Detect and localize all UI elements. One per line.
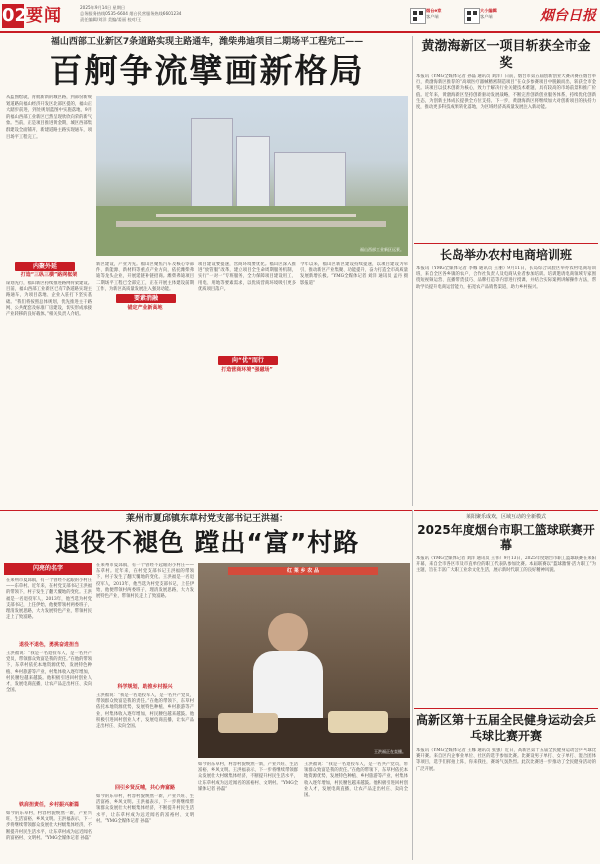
bottom-sub-3: 科学规划，助推乡村振兴: [117, 684, 173, 690]
bottom-text-left-b: 王洪福说：“我是一名退役军人，是一名共产党员，带领群众致富是我的责任。”在他的带领下，东草村依托本地资源优势，发展特色种植、乡村旅游等产业，村集体收入逐年增加，村民腰包越来越鼓。他积极引进回村创业人才，发展电商直播，让农产品走出村庄、卖向全国。: [6, 651, 92, 694]
sub-box-1: 内聚外延: [15, 262, 75, 271]
bottom-text-right-a: 如今的东草村，村容村貌焕然一新，产业兴旺、生活富裕、乡风文明。王洪福表示，下一步将继续带领群众发展壮大村级集体经济，不断提升村民生活水平，让东草村成为远近闻名的富裕村、文明村。“YMG全媒体记者 孙磊”: [198, 762, 298, 792]
bottom-text-left-a: 在莱州市夏邱镇，有一个曾经不起眼的小村庄——东草村。近年来，在村党支部书记王洪福的带领下，村子发生了翻天覆地的变化。王洪福是一名退役军人，2013年，他当选为村党支部书记，上任伊始，他便带领村两委班子，理清发展思路，大力发展特色产业，带领村民走上了致富路。: [6, 578, 92, 621]
bottom-sub-1: 退役不退色，勇挑奋进担当: [18, 642, 79, 648]
sub-box-3: 向“优”而行: [218, 356, 278, 365]
bottom-photo: [198, 563, 410, 758]
ad-sub: 客户端: [480, 14, 493, 19]
bottom-text-mid-a: 在莱州市夏邱镇，有一个曾经不起眼的小村庄——东草村。近年来，在村党支部书记王洪福的带领下，村子发生了翻天覆地的变化。王洪福是一名退役军人，2013年，他当选为村党支部书记，上任伊始，他便带领村两委班子，理清发展思路，大力发展特色产业，带领村民走上了致富路。: [96, 563, 194, 600]
sub-box-2-title: 锚定产业新高地: [127, 305, 163, 311]
bottom-kicker: 莱州市夏邱镇东草村党支部书记王洪福：: [125, 514, 288, 524]
editor-line-2: 责任编辑/刘洋 美编/姜丽 校对/王: [80, 17, 142, 22]
main-col-4: 今年以来，福山区新区建设持续提速，以项目建设为牵引，推动新区产业集聚、功能提升，奋力打造全市高质量发展新增长极。“YMG全媒体记者 刘洋 通讯员 孟丹 摄影报道”: [300, 262, 408, 286]
rb2-text: 本报讯（YMG全媒体记者 王娜 通讯员 张强）近日，高新区第十五届全民健身运动会乒乓球比赛开赛。来自区内企事业单位、社区的选手参加比赛。比赛设男子单打、女子单打、混合团体等项目，选手们挥拍上阵，你来我往，赛场气氛热烈。此次比赛进一步推动了全民健身活动的广泛开展。: [416, 748, 596, 772]
main-headline: 百舸争流擘画新格局: [49, 51, 365, 90]
ad-label: 大小编辑: [480, 8, 497, 13]
divider: [414, 510, 598, 511]
right-top-headline: 黄渤海新区一项目斩获全市金奖: [421, 39, 591, 71]
bottom-headline: 退役不褪色 蹚出“富”村路: [54, 528, 360, 557]
right-top-text: 本报讯（YMG全媒体记者 孙磊 通讯员 刘洋）日前，烟台市第五届创新创业大赛决赛在烟台举行，黄渤海新区推荐的“高端医疗器械精密制造项目”在众多参赛项目中脱颖而出，斩获全市金奖。该项目以技术创新为核心，致力于解决行业关键技术难题，具有较高的市场前景和推广价值。近年来，黄渤海新区坚持创新驱动发展战略，不断完善创新创业服务体系，持续优化创新生态，为创新主体成长提供全方位支持。下一步，黄渤海新区将继续加大对创新项目的扶持力度，推动更多科技成果转化落地，为区域经济高质量发展注入新动能。: [416, 74, 596, 111]
page-header: [0, 0, 600, 30]
app-label: 烟台e家: [426, 8, 442, 13]
editor-line: 总务服务热线0535-6604 烟台民营服务热线6601234: [80, 11, 182, 16]
bottom-sub-4: 回引乡贤反哺，共心奔富路: [114, 785, 175, 791]
sub-box-3-title: 打造营商环境“强磁场”: [221, 367, 273, 373]
bottom-text-mid-b: 王洪福说：“我是一名退役军人，是一名共产党员，带领群众致富是我的责任。”在他的带领下，东草村依托本地资源优势，发展特色种植、乡村旅游等产业，村集体收入逐年增加，村民腰包越来越鼓。他积极引进回村创业人才，发展电商直播，让农产品走出村庄、卖向全国。: [96, 693, 194, 730]
right-mid-text: 本报讯（YMG全媒体记者 李娜 通讯员 王丽）9月11日，长岛综合试验区举办农村电商培训班，来自全区各乡镇的农户、合作社负责人及电商从业者参加培训。培训邀请电商领域专家围绕短视频运营、直播带货技巧、品牌打造等内容进行授课，并结合实际案例讲解操作方法，帮助学员提升电商运营能力，拓宽农产品销售渠道，助力乡村振兴。: [416, 266, 596, 290]
bottom-text-left-c: 如今的东草村，村容村貌焕然一新，产业兴旺、生活富裕、乡风文明。王洪福表示，下一步将继续带领群众发展壮大村级集体经济，不断提升村民生活水平，让东草村成为远近闻名的富裕村、文明村。“YMG全媒体记者 孙磊”: [6, 811, 92, 841]
sub-box-2: 要素消融: [116, 294, 176, 303]
column-divider: [412, 510, 413, 860]
newspaper-logo: 烟台日报: [540, 8, 596, 24]
bottom-text-right-b: 王洪福说：“我是一名退役军人，是一名共产党员，带领群众致富是我的责任。”在他的带领下，东草村依托本地资源优势，发展特色种植、乡村旅游等产业，村集体收入逐年增加，村民腰包越来越鼓。他积极引进回村创业人才，发展电商直播，让农产品走出村庄、卖向全国。: [304, 762, 408, 799]
divider: [414, 243, 598, 244]
main-col-2-a: 新区建设，产业为先。福山区聚焦汽车及核心零部件、新能源、新材料等重点产业方向，依托潍柴弗迪等龙头企业，开展延链补链招商。潍柴弗迪项目二期场平工程已全部完工，正在开展主体建设前期工作，为新区高质量发展注入强劲动能。: [96, 262, 194, 292]
right-mid-headline: 长岛举办农村电商培训班: [439, 248, 572, 262]
rb1-kicker: 莱阳聚乐成欢，区域互动的全新模式: [465, 514, 546, 520]
main-photo: [96, 96, 408, 256]
bottom-photo-caption: 王洪福正在直播。: [374, 749, 406, 754]
column-divider: [412, 36, 413, 506]
rb1-text: 本报讯（YMG全媒体记者 刘洋 通讯员 王伟）9月13日，2025年度烟台市职工篮球联赛在莱阳开幕，来自全市各区市及市直单位的职工代表队参加比赛。本届联赛以“篮球激情·活力职工”为主题，旨在丰富广大职工业余文化生活，展示新时代职工的良好精神风貌。: [416, 556, 596, 574]
section-name: 要闻: [26, 6, 62, 26]
bottom-sub-2: 铁肩担责任，乡村振兴新篇: [18, 802, 79, 808]
date-line: 2025年9月14日 星期日: [80, 5, 126, 10]
main-col-3: 项目建设要提速，营商环境要优化。福山区深入推进“放管服”改革，建立项目全生命周期服务机制，实行“一对一”专班服务，全力保障项目建设用工、用电、用地等要素需求，以优质营商环境吸引更多优质项目落户。: [198, 262, 296, 292]
qr-code-icon[interactable]: [464, 8, 480, 24]
divider: [0, 510, 412, 511]
photo-caption: 福山西部工业新区远景。: [360, 247, 404, 252]
main-col-1: 谋划先行，福山新区持续推进路网骨架建设。目前，福山西部工业新区已有7条道路实现主路通车，为项目落地、企业入驻打下坚实基础。“我们将按照总体规划，优先推进主干路网、公共配套及标准厂房建设，切实形成承接产业转移的良好载体。”相关负责人介绍。: [6, 281, 92, 318]
main-kicker: 福山西部工业新区7条道路实现主路通车，潍柴弗迪项目二期场平工程完工——: [50, 37, 364, 47]
sub-box-1-title: 打造“三纵三横”路网框架: [20, 272, 78, 278]
page-number: 02: [2, 5, 28, 26]
box-title: 闪亮的名字: [32, 565, 63, 572]
main-lead: 从蓝图绘就，育航新新的城区路，到部份新规划道路向福山经济开发区北部区提的，福山正大踏步前进，到处规划蓝图中实施落地，9月的福山西部工业新区已然呈现欣欣向荣的新气象。当前，正是项目推进黄金期，城区西部集群建设全面铺开，新建道路主路实现通车，项目场平工程完工。: [6, 95, 92, 140]
rb1-headline: 2025年度烟台市职工篮球联赛开幕: [417, 523, 595, 552]
divider: [414, 708, 598, 709]
rb2-headline: 高新区第十五届全民健身运动会乒乓球比赛开赛: [416, 713, 597, 743]
app-sub: 客户端: [426, 14, 439, 19]
bottom-text-mid-c: 如今的东草村，村容村貌焕然一新，产业兴旺、生活富裕、乡风文明。王洪福表示，下一步将继续带领群众发展壮大村级集体经济，不断提升村民生活水平，让东草村成为远近闻名的富裕村、文明村。“YMG全媒体记者 孙磊”: [96, 794, 194, 824]
qr-code-icon[interactable]: [410, 8, 426, 24]
photo-banner: 红 莱 乡 农 品: [228, 567, 378, 575]
header-divider: [0, 31, 600, 33]
